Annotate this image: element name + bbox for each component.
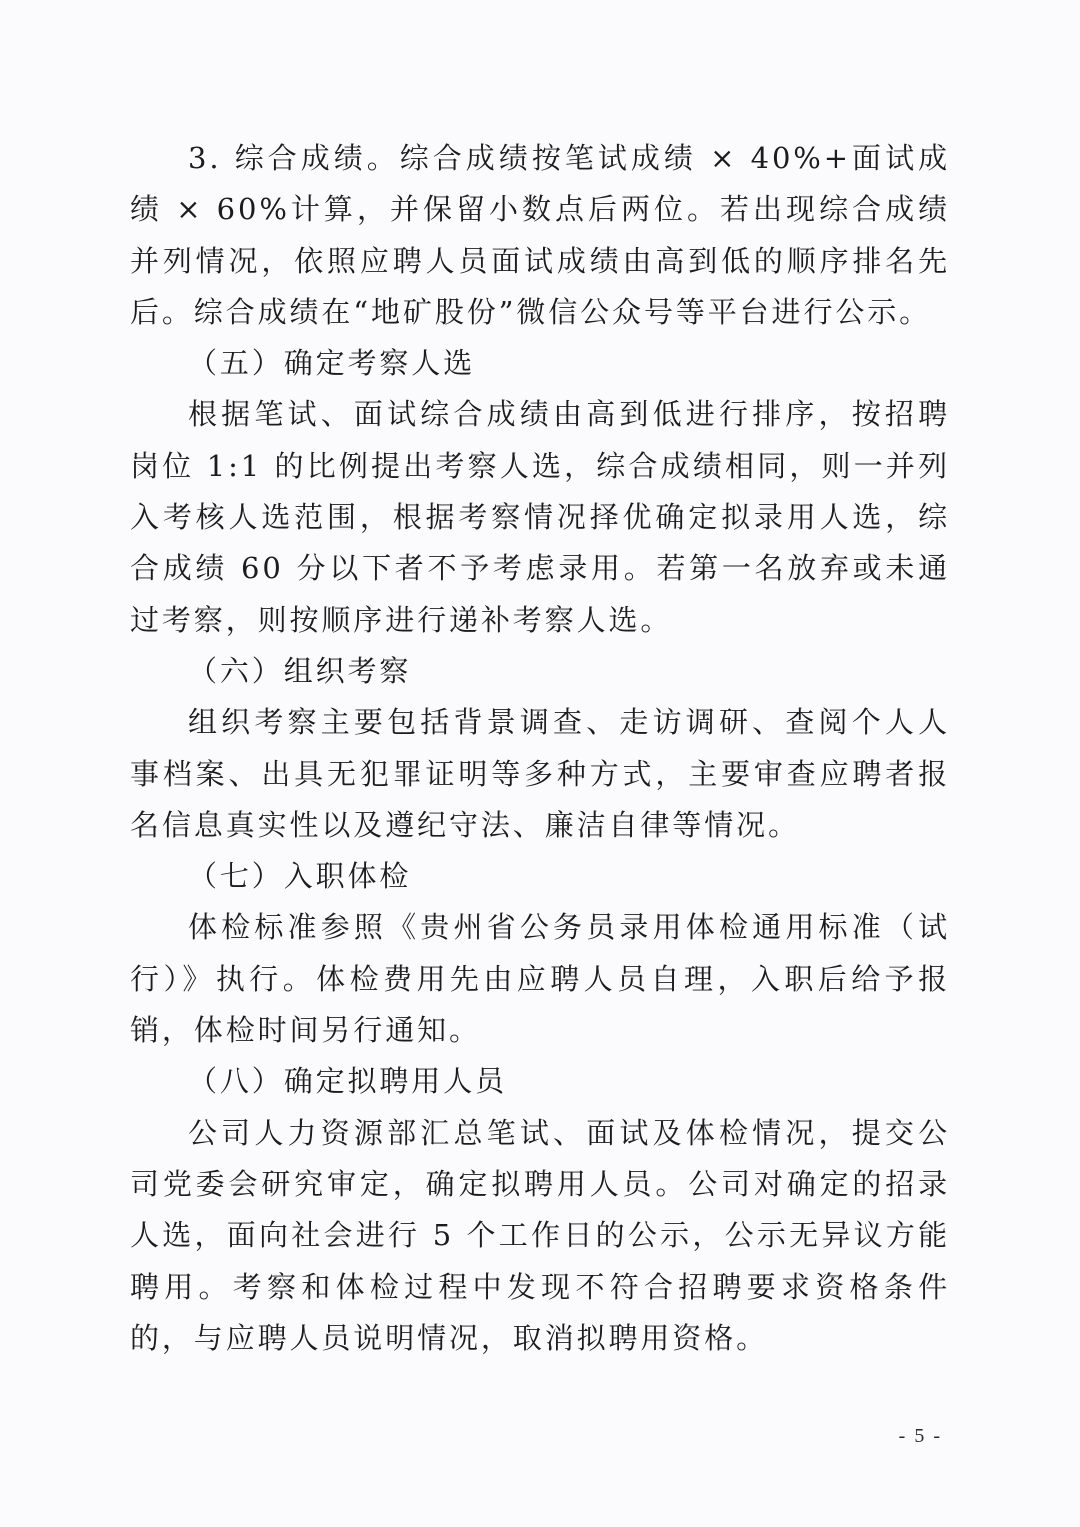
page-number: - 5 - — [898, 1425, 942, 1447]
heading-section-7: （七）入职体检 — [188, 859, 412, 894]
heading-section-5: （五）确定考察人选 — [188, 346, 476, 381]
paragraph-composite-score: 3. 综合成绩。综合成绩按笔试成绩 × 40%+面试成绩 × 60%计算，并保留小数点后两位。若出现综合成绩并列情况，依照应聘人员面试成绩由高到低的顺序排名先后。综合成绩在“地矿股份”微信公众号等平台进行公示。 — [130, 141, 950, 329]
paragraph-confirm-hires: 公司人力资源部汇总笔试、面试及体检情况，提交公司党委会研究审定，确定拟聘用人员。公司对确定的招录人选，面向社会进行 5 个工作日的公示，公示无异议方能聘用。考察和体检过程中发现不符合招聘要求资格条件的，与应聘人员说明情况，取消拟聘用资格。 — [130, 1115, 950, 1355]
heading-section-8: （八）确定拟聘用人员 — [188, 1064, 508, 1099]
paragraph-physical-exam: 体检标准参照《贵州省公务员录用体检通用标准（试行）》执行。体检费用先由应聘人员自理，入职后给予报销，体检时间另行通知。 — [130, 910, 950, 1048]
paragraph-organize-inspection: 组织考察主要包括背景调查、走访调研、查阅个人人事档案、出具无犯罪证明等多种方式，主要审查应聘者报名信息真实性以及遵纪守法、廉洁自律等情况。 — [130, 705, 950, 842]
paragraph-select-candidates: 根据笔试、面试综合成绩由高到低进行排序，按招聘岗位 1:1 的比例提出考察人选，综合成绩相同，则一并列入考核人选范围，根据考察情况择优确定拟录用人选，综合成绩 60 分以下者不予考虑录用。若第一名放弃或未通过考察，则按顺序进行递补考察人选。 — [130, 397, 950, 637]
heading-section-6: （六）组织考察 — [188, 653, 412, 688]
document-body — [130, 133, 950, 1364]
